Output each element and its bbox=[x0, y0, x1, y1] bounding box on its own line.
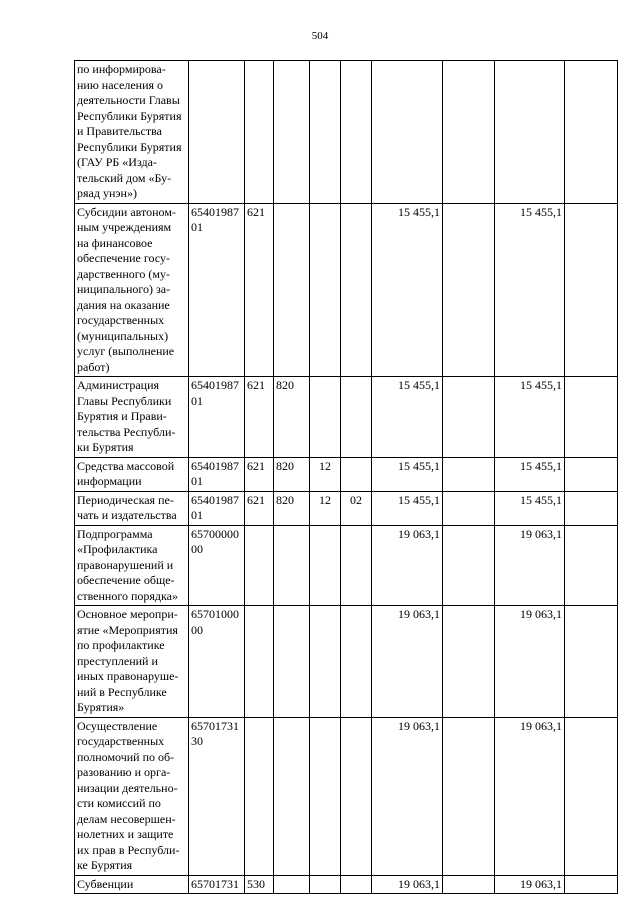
department-cell: 820 bbox=[274, 377, 310, 458]
item-name-cell: Администрация Главы Республики Бурятия и Прави- тельства Республи- ки Бурятия bbox=[75, 377, 189, 458]
amount-cell-1: 15 455,1 bbox=[372, 491, 443, 525]
department-cell bbox=[274, 525, 310, 606]
table-row bbox=[75, 203, 618, 377]
amount-cell-4 bbox=[565, 525, 618, 606]
amount-cell-1: 19 063,1 bbox=[372, 606, 443, 718]
target-code-cell bbox=[189, 61, 245, 204]
expense-type-cell: 530 bbox=[245, 875, 274, 894]
amount-cell-2 bbox=[443, 717, 495, 875]
target-code-cell: 65401987 01 bbox=[189, 377, 245, 458]
amount-cell-1: 19 063,1 bbox=[372, 717, 443, 875]
target-code-cell: 65700000 00 bbox=[189, 525, 245, 606]
amount-cell-4 bbox=[565, 377, 618, 458]
item-name-cell: Субсидии автоном- ным учреждениям на финансовое обеспечение госу- дарственного (му- ниципального) за- дания на оказание государственных (муниципальных) услуг (выполнение работ) bbox=[75, 203, 189, 377]
section-cell bbox=[310, 377, 341, 458]
table-row bbox=[75, 491, 618, 525]
table-row bbox=[75, 457, 618, 491]
amount-cell-2 bbox=[443, 377, 495, 458]
target-code-cell: 65401987 01 bbox=[189, 457, 245, 491]
item-name-cell: Осуществление государственных полномочий по об- разованию и орга- низации деятельно- сти комиссий по делам несовершен- нолетних и защите их прав в Республи- ке Бурятия bbox=[75, 717, 189, 875]
amount-cell-3 bbox=[495, 61, 565, 204]
expense-type-cell: 621 bbox=[245, 491, 274, 525]
section-cell bbox=[310, 525, 341, 606]
subsection-cell bbox=[341, 606, 372, 718]
item-name-cell: Основное меропри- ятие «Мероприятия по профилактике преступлений и иных правонаруше- ний в Республике Бурятия» bbox=[75, 606, 189, 718]
amount-cell-4 bbox=[565, 717, 618, 875]
amount-cell-2 bbox=[443, 491, 495, 525]
target-code-cell: 65401987 01 bbox=[189, 203, 245, 377]
amount-cell-1: 15 455,1 bbox=[372, 203, 443, 377]
page-number: 504 bbox=[311, 30, 329, 42]
department-cell bbox=[274, 606, 310, 718]
department-cell bbox=[274, 717, 310, 875]
section-cell bbox=[310, 61, 341, 204]
section-cell: 12 bbox=[310, 457, 341, 491]
amount-cell-2 bbox=[443, 875, 495, 894]
item-name-cell: Периодическая пе- чать и издательства bbox=[75, 491, 189, 525]
amount-cell-3: 15 455,1 bbox=[495, 457, 565, 491]
amount-cell-1: 15 455,1 bbox=[372, 457, 443, 491]
section-cell: 12 bbox=[310, 491, 341, 525]
amount-cell-1 bbox=[372, 61, 443, 204]
section-cell bbox=[310, 875, 341, 894]
expense-type-cell bbox=[245, 717, 274, 875]
amount-cell-4 bbox=[565, 606, 618, 718]
table-row bbox=[75, 606, 618, 718]
section-cell bbox=[310, 606, 341, 718]
expense-type-cell bbox=[245, 61, 274, 204]
target-code-cell: 65701731 bbox=[189, 875, 245, 894]
department-cell: 820 bbox=[274, 457, 310, 491]
subsection-cell: 02 bbox=[341, 491, 372, 525]
amount-cell-3: 19 063,1 bbox=[495, 717, 565, 875]
expense-type-cell: 621 bbox=[245, 457, 274, 491]
expense-type-cell bbox=[245, 525, 274, 606]
subsection-cell bbox=[341, 525, 372, 606]
amount-cell-3: 19 063,1 bbox=[495, 606, 565, 718]
amount-cell-1: 19 063,1 bbox=[372, 525, 443, 606]
subsection-cell bbox=[341, 377, 372, 458]
department-cell bbox=[274, 875, 310, 894]
expense-type-cell bbox=[245, 606, 274, 718]
amount-cell-1: 19 063,1 bbox=[372, 875, 443, 894]
expense-type-cell: 621 bbox=[245, 203, 274, 377]
target-code-cell: 65701731 30 bbox=[189, 717, 245, 875]
amount-cell-3: 15 455,1 bbox=[495, 203, 565, 377]
section-cell bbox=[310, 717, 341, 875]
target-code-cell: 65701000 00 bbox=[189, 606, 245, 718]
item-name-cell: Средства массовой информации bbox=[75, 457, 189, 491]
amount-cell-4 bbox=[565, 61, 618, 204]
department-cell bbox=[274, 61, 310, 204]
amount-cell-2 bbox=[443, 203, 495, 377]
item-name-cell: по информирова- нию населения о деятельности Главы Республики Бурятия и Правительства Республики Бурятия (ГАУ РБ «Изда- тельский дом «Бу- ряад унэн») bbox=[75, 61, 189, 204]
amount-cell-4 bbox=[565, 203, 618, 377]
amount-cell-3: 19 063,1 bbox=[495, 875, 565, 894]
amount-cell-2 bbox=[443, 606, 495, 718]
amount-cell-2 bbox=[443, 61, 495, 204]
amount-cell-1: 15 455,1 bbox=[372, 377, 443, 458]
amount-cell-3: 15 455,1 bbox=[495, 377, 565, 458]
item-name-cell: Субвенции bbox=[75, 875, 189, 894]
amount-cell-4 bbox=[565, 457, 618, 491]
target-code-cell: 65401987 01 bbox=[189, 491, 245, 525]
table-row bbox=[75, 717, 618, 875]
amount-cell-3: 19 063,1 bbox=[495, 525, 565, 606]
amount-cell-4 bbox=[565, 491, 618, 525]
subsection-cell bbox=[341, 203, 372, 377]
item-name-cell: Подпрограмма «Профилактика правонарушений и обеспечение обще- ственного порядка» bbox=[75, 525, 189, 606]
amount-cell-2 bbox=[443, 525, 495, 606]
subsection-cell bbox=[341, 717, 372, 875]
budget-table bbox=[74, 60, 618, 894]
table-row bbox=[75, 875, 618, 894]
table-row bbox=[75, 377, 618, 458]
amount-cell-4 bbox=[565, 875, 618, 894]
department-cell bbox=[274, 203, 310, 377]
subsection-cell bbox=[341, 61, 372, 204]
subsection-cell bbox=[341, 875, 372, 894]
department-cell: 820 bbox=[274, 491, 310, 525]
expense-type-cell: 621 bbox=[245, 377, 274, 458]
table-row bbox=[75, 525, 618, 606]
section-cell bbox=[310, 203, 341, 377]
amount-cell-2 bbox=[443, 457, 495, 491]
subsection-cell bbox=[341, 457, 372, 491]
amount-cell-3: 15 455,1 bbox=[495, 491, 565, 525]
table-row bbox=[75, 61, 618, 204]
